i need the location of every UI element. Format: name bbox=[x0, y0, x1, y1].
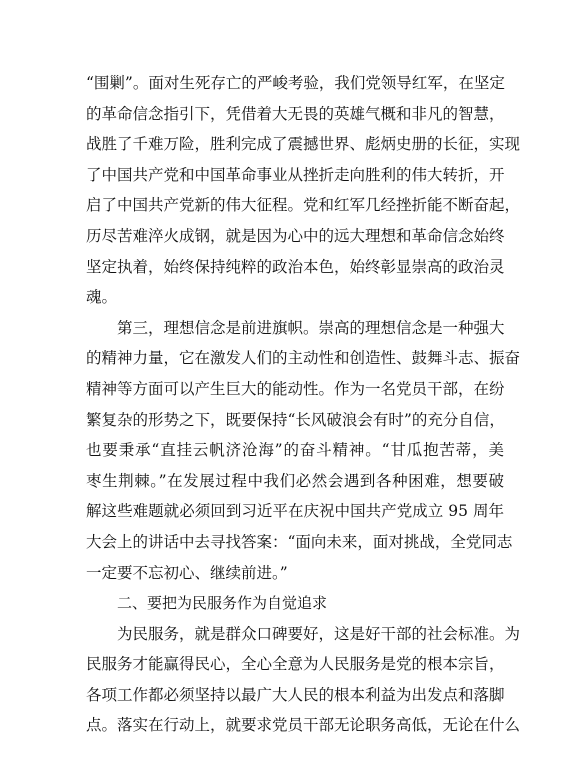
text-line: 繁复杂的形势之下，既要保持“长风破浪会有时”的充分自信， bbox=[86, 410, 505, 429]
text-line: 战胜了千难万险，胜利完成了震撼世界、彪炳史册的长征，实现 bbox=[86, 135, 521, 154]
text-line: 为民服务，就是群众口碑要好，这是好干部的社会标准。为 bbox=[117, 624, 521, 643]
text-line: 一定要不忘初心、继续前进。” bbox=[86, 563, 288, 582]
paragraph-3 bbox=[86, 619, 521, 741]
text-line: 的精神力量，它在激发人们的主动性和创造性、鼓舞斗志、振奋 bbox=[86, 349, 521, 368]
section-heading bbox=[86, 588, 504, 619]
text-line: 各项工作都必须坚持以最广大人民的根本利益为出发点和落脚 bbox=[86, 685, 505, 704]
text-line: “围剿”。面对生死存亡的严峻考验，我们党领导红军，在坚定 bbox=[86, 74, 505, 92]
text-line: 了中国共产党和中国革命事业从挫折走向胜利的伟大转折，开 bbox=[86, 165, 505, 184]
section-heading-text: 二、要把为民服务作为自觉追求 bbox=[117, 594, 328, 613]
document-body bbox=[86, 68, 521, 741]
text-line: 的革命信念指引下，凭借着大无畏的英雄气概和非凡的智慧， bbox=[86, 104, 505, 123]
text-line: 精神等方面可以产生巨大的能动性。作为一名党员干部，在纷 bbox=[86, 379, 505, 398]
text-line: 也要秉承“直挂云帆济沧海”的奋斗精神。“甘瓜抱苦蒂，美 bbox=[86, 441, 504, 460]
text-line: 点。落实在行动上，就要求党员干部无论职务高低，无论在什么 bbox=[86, 716, 521, 735]
text-line: 第三，理想信念是前进旗帜。崇高的理想信念是一种强大 bbox=[117, 318, 505, 337]
paragraph-1 bbox=[86, 68, 521, 313]
paragraph-2 bbox=[86, 313, 521, 588]
text-line: 启了中国共产党新的伟大征程。党和红军几经挫折能不断奋起， bbox=[86, 196, 521, 215]
text-line: 解这些难题就必须回到习近平在庆祝中国共产党成立 95 周年 bbox=[86, 502, 504, 521]
text-line: 历尽苦难淬火成钢，就是因为心中的远大理想和革命信念始终 bbox=[86, 226, 505, 245]
text-line: 民服务才能赢得民心，全心全意为人民服务是党的根本宗旨， bbox=[86, 655, 505, 674]
text-line: 坚定执着，始终保持纯粹的政治本色，始终彰显崇高的政治灵 bbox=[86, 257, 505, 276]
text-line: 枣生荆棘。”在发展过程中我们必然会遇到各种困难，想要破 bbox=[86, 471, 504, 490]
text-line: 魂。 bbox=[86, 288, 118, 307]
text-line: 大会上的讲话中去寻找答案：“面向未来，面对挑战，全党同志 bbox=[86, 532, 513, 551]
